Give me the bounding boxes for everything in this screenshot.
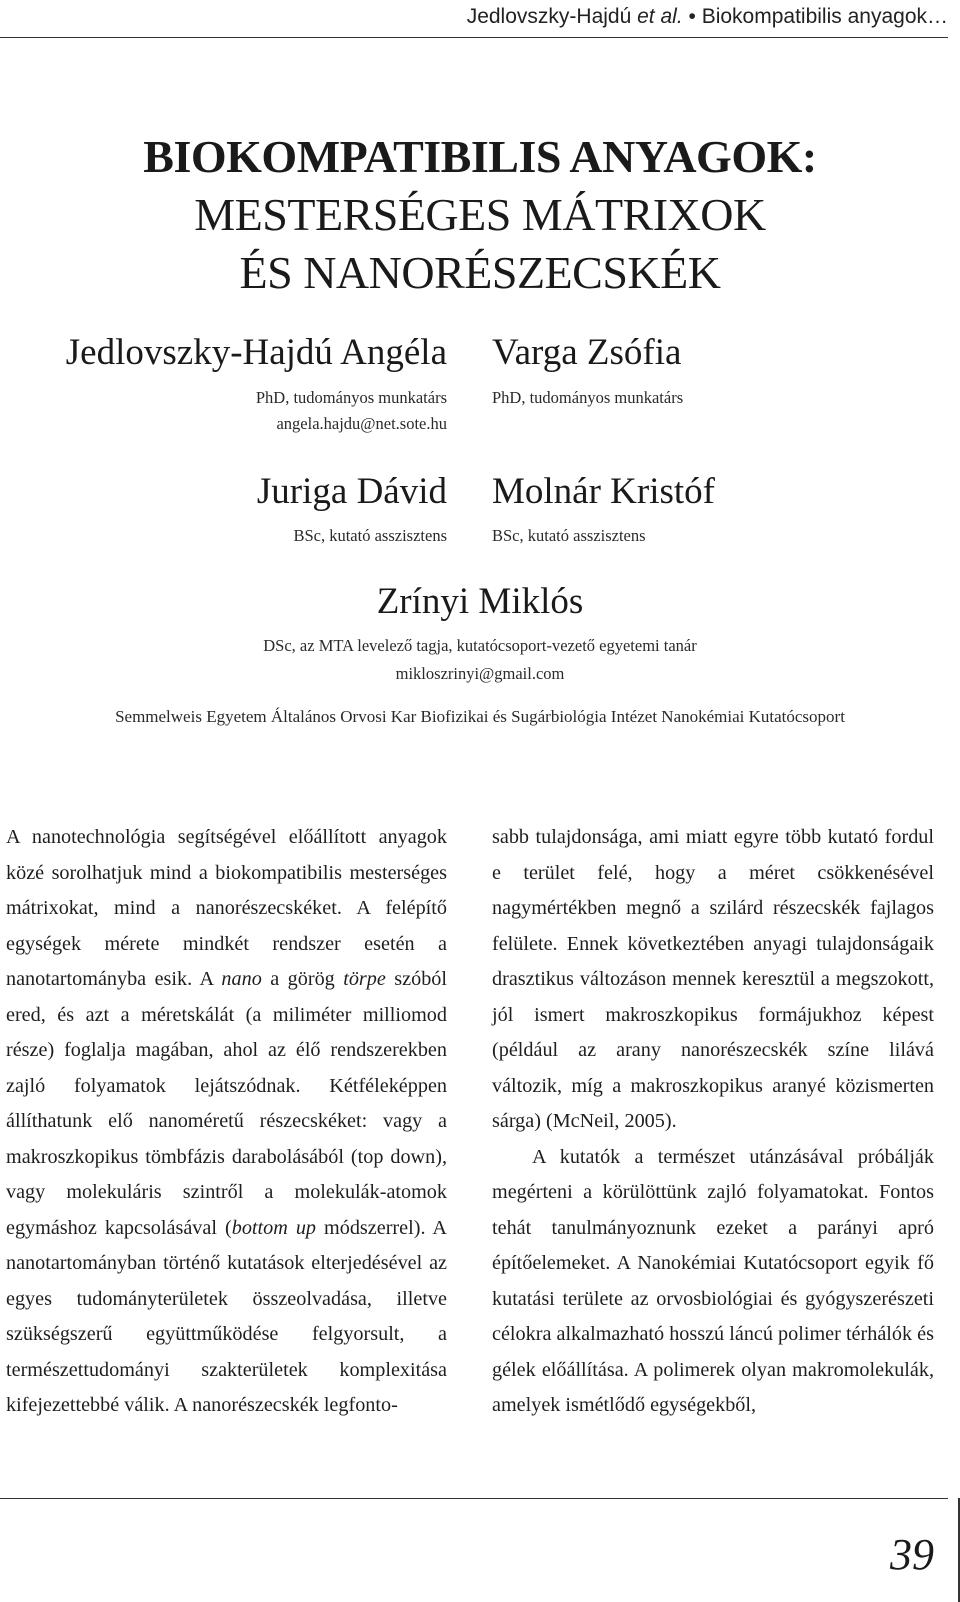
body-column-left xyxy=(6,820,447,1424)
author-name-3: Juriga Dávid xyxy=(256,471,447,512)
author-role-1: PhD, tudományos munkatárs xyxy=(255,388,447,407)
body-paragraph: A kutatók a természet utánzásával próbálják megérteni a körülöttünk zajló folyamatokat. Fontos tehát tanulmányoznunk ezeket a parányi apró építőelemeket. A Nanokémiai Kutatócsoport egyik fő kutatási területe az orvosbiológiai és gyógyszerészeti célokra alkalmazható hosszú láncú polimer térhálók és gélek előállítása. A polimerek olyan makromolekulák, amelyek ismétlődő egységekből, xyxy=(492,1145,934,1416)
footer-rule xyxy=(0,1498,948,1499)
body-text: A nanotechnológia segítségével előállított anyagok közé sorolhatjuk mind a biokompatibilis mesterséges mátrixokat, mind a nanorészecskéket. A felépítő egységek mérete mindkét rendszer esetén a nanotartományba esik. A xyxy=(6,826,447,990)
term-torpe: törpe xyxy=(343,968,386,990)
title-line-2: MESTERSÉGES MÁTRIXOK xyxy=(194,189,766,240)
body-text: szóból ered, és azt a méretskálát (a miliméter milliomod része) foglalja magában, ahol az élő rendszerekben zajló folyamatok lejátszódnak. Kétféleképpen állíthatunk elő nanoméretű részecskéket: vagy a makroszkopikus tömbfázis darabolásából (top down), vagy molekuláris szintről a molekulák-atomok egymáshoz kapcsolásával ( xyxy=(6,968,448,1239)
term-nano: nano xyxy=(221,968,262,990)
title-line-3: ÉS NANORÉSZECSKÉK xyxy=(239,247,721,298)
header-author: Jedlovszky-Hajdú xyxy=(466,5,632,28)
author-name-4: Molnár Kristóf xyxy=(492,471,715,512)
title-line-1: BIOKOMPATIBILIS ANYAGOK: xyxy=(143,131,817,182)
author-role-3: BSc, kutató asszisztens xyxy=(293,526,447,545)
article-title xyxy=(0,128,960,302)
term-bottom-up: bottom up xyxy=(231,1216,317,1239)
body-text: a görög xyxy=(261,968,344,990)
affiliation: Semmelweis Egyetem Általános Orvosi Kar Biofizikai és Sugárbiológia Intézet Nanokémiai Kutatócsoport xyxy=(115,707,845,726)
author-role-2: PhD, tudományos munkatárs xyxy=(492,388,684,407)
body-paragraph xyxy=(6,820,447,1424)
author-name-2: Varga Zsófia xyxy=(492,332,682,373)
body-paragraph: sabb tulajdonsága, ami miatt egyre több kutató fordul e terület felé, hogy a méret csökkenésével nagymértékben megnő a szilárd részecskék fajlagos felülete. Ennek következtében anyagi tulajdonságaik drasztikus változáson mennek keresztül a megszokott, jól ismert makroszkopikus formájukhoz képest (például az arany nanorészecskék színe lilává változik, míg a makroszkopikus aranyé közismerten sárga) (McNeil, 2005). xyxy=(492,826,934,1132)
author-role-5: DSc, az MTA levelező tagja, kutatócsoport-vezető egyetemi tanár xyxy=(263,636,697,655)
header-short-title: Biokompatibilis anyagok… xyxy=(701,5,948,28)
author-email-1: angela.hajdu@net.sote.hu xyxy=(276,414,447,433)
author-name-5: Zrínyi Miklós xyxy=(376,581,584,622)
body-text: módszerrel). A nanotartományban történő kutatások elterjedésével az egyes tudományterületek összeolvadása, illetve szükségszerű együttműködése felgyorsult, a természettudományi szakterületek komplexitása kifejezettebbé válik. A nanorészecskék legfonto- xyxy=(6,1216,447,1416)
author-email-5: mikloszrinyi@gmail.com xyxy=(395,664,565,683)
author-name-1: Jedlovszky-Hajdú Angéla xyxy=(65,332,447,373)
header-bullet: • xyxy=(688,5,696,28)
body-column-right xyxy=(492,820,934,1424)
header-etal: et al. xyxy=(637,5,683,28)
running-header xyxy=(0,0,948,38)
author-role-4: BSc, kutató asszisztens xyxy=(492,526,646,545)
page-number: 39 xyxy=(890,1530,934,1579)
